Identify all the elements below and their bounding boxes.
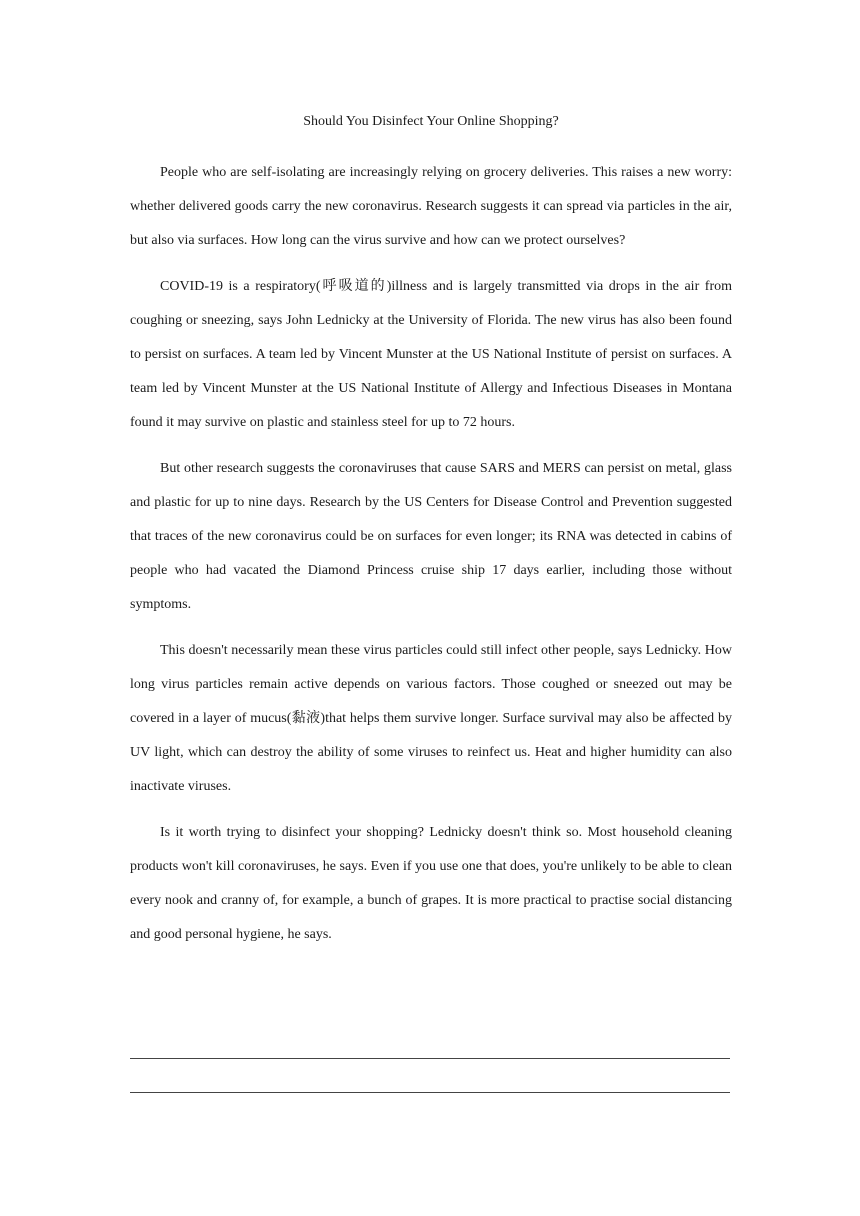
document-title: Should You Disinfect Your Online Shopping? [303,114,559,129]
answer-lines [130,1058,730,1126]
answer-line-1 [130,1058,730,1059]
paragraph-1: People who are self-isolating are increasingly relying on grocery deliveries. This raises a new worry: whether delivered goods carry the new coronavirus. Research suggests it can spread via particles in the air, but also via surfaces. How long can the virus survive and how can we protect ourselves? [130,165,732,248]
document-body [130,108,732,965]
paragraph-3: But other research suggests the coronaviruses that cause SARS and MERS can persist on metal, glass and plastic for up to nine days. Research by the US Centers for Disease Control and Prevention suggested that traces of the new coronavirus could be on surfaces for even longer; its RNA was detected in cabins of people who had vacated the Diamond Princess cruise ship 17 days earlier, including those without symptoms. [130,461,732,612]
paragraph-5: Is it worth trying to disinfect your shopping? Lednicky doesn't think so. Most household cleaning products won't kill coronaviruses, he says. Even if you use one that does, you're unlikely to be able to clean every nook and cranny of, for example, a bunch of grapes. It is more practical to practise social distancing and good personal hygiene, he says. [130,825,732,942]
paragraph-4: This doesn't necessarily mean these virus particles could still infect other people, says Lednicky. How long virus particles remain active depends on various factors. Those coughed or sneezed out may be covered in a layer of mucus(黏液)that helps them survive longer. Surface survival may also be affected by UV light, which can destroy the ability of some viruses to reinfect us. Heat and higher humidity can also inactivate viruses. [130,643,732,794]
answer-line-2 [130,1092,730,1093]
paragraph-2: COVID-19 is a respiratory(呼吸道的)illness and is largely transmitted via drops in the air from coughing or sneezing, says John Lednicky at the University of Florida. The new virus has also been found to persist on surfaces. A team led by Vincent Munster at the US National Institute of persist on surfaces. A team led by Vincent Munster at the US National Institute of Allergy and Infectious Diseases in Montana found it may survive on plastic and stainless steel for up to 72 hours. [130,279,732,430]
